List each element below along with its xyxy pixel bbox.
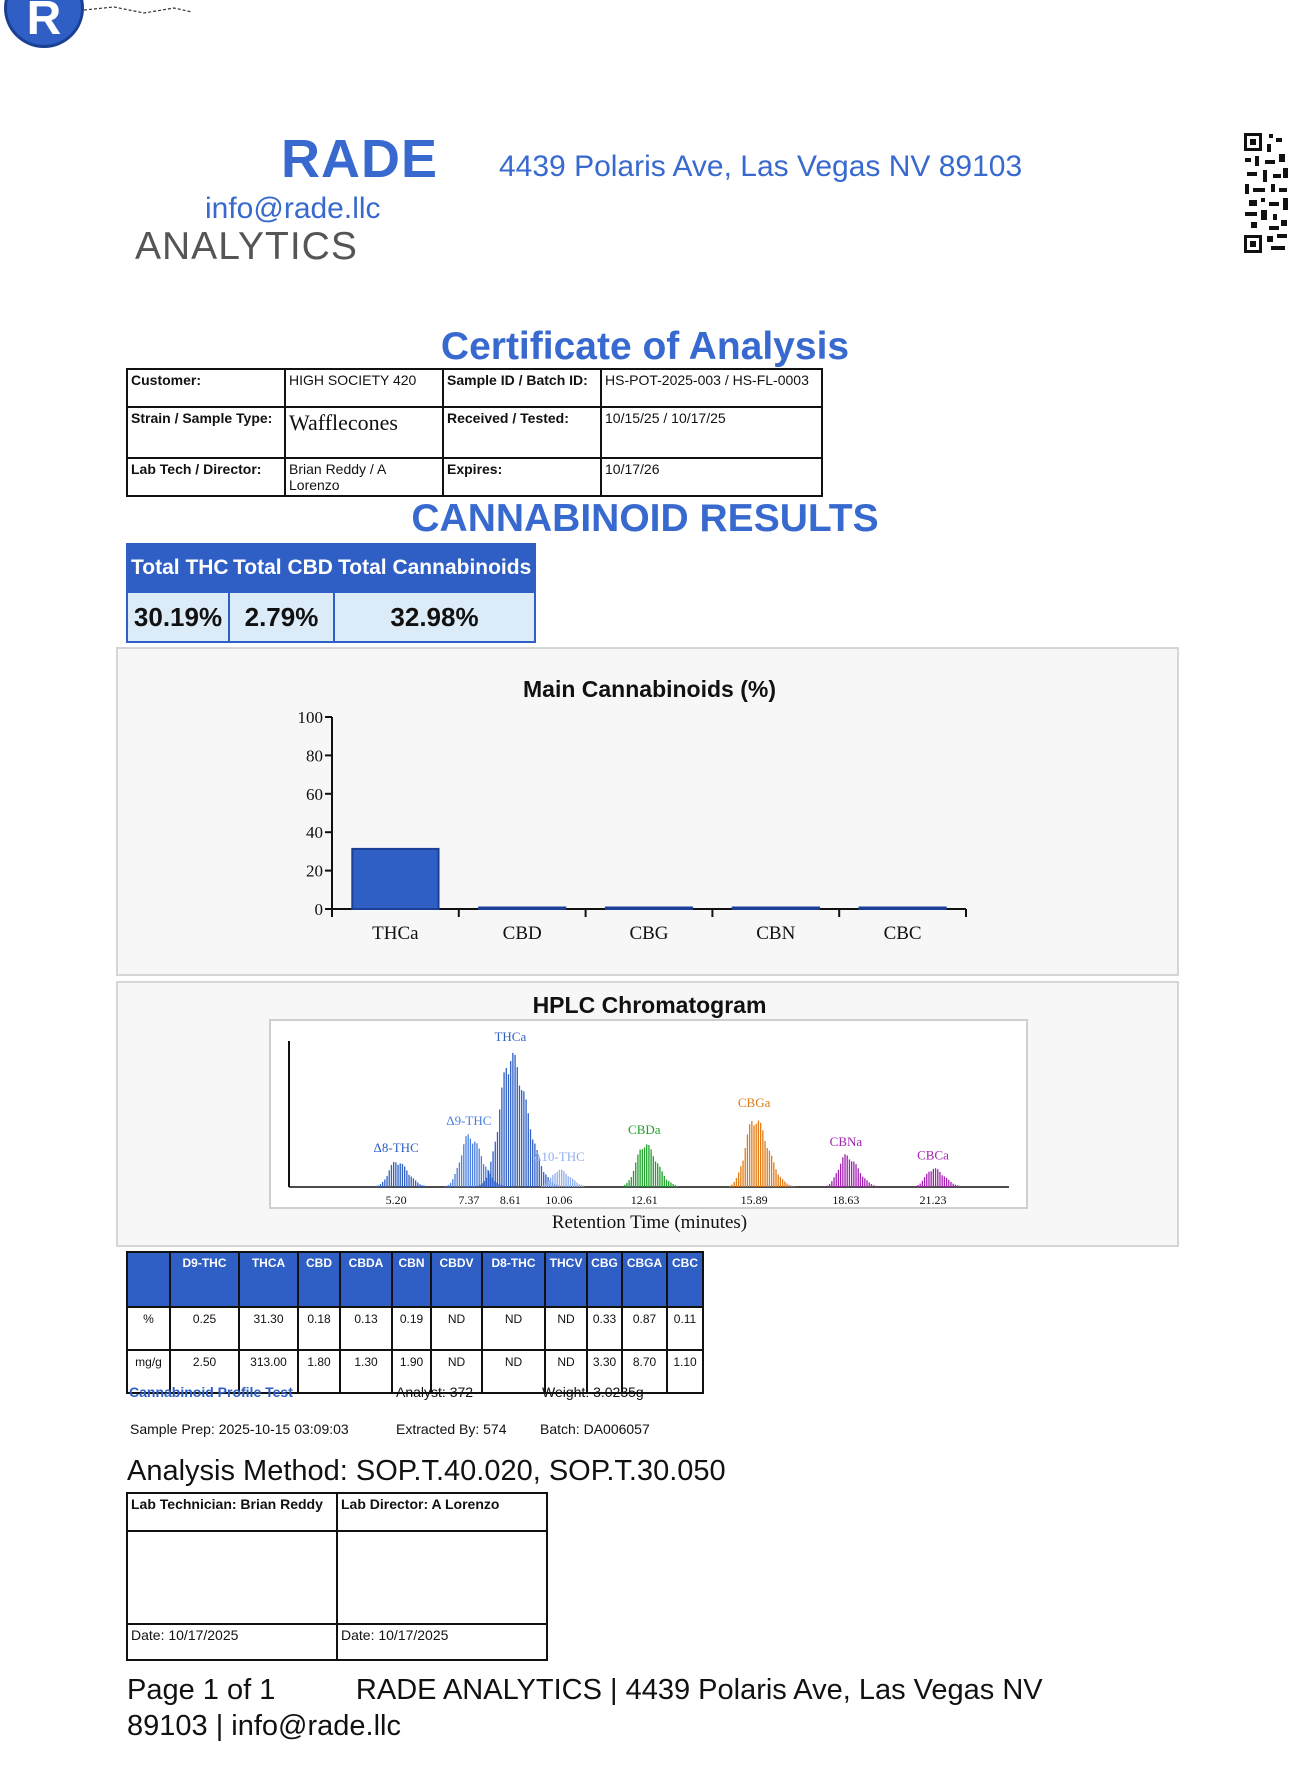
results-cell: 1.10 xyxy=(667,1350,703,1393)
peak-label: Δ8-THC xyxy=(373,1140,419,1155)
results-header-cell: D8-THC xyxy=(482,1252,545,1307)
sample-id-value: HS-POT-2025-003 / HS-FL-0003 xyxy=(601,369,822,407)
main-cannabinoids-panel xyxy=(116,647,1179,976)
brand-subtitle: ANALYTICS xyxy=(135,225,358,268)
strain-label: Strain / Sample Type: xyxy=(127,407,285,458)
results-cell: ND xyxy=(545,1350,587,1393)
results-cell: ND xyxy=(431,1307,482,1350)
retention-tick-label: 18.63 xyxy=(832,1193,860,1207)
director-date: Date: 10/17/2025 xyxy=(337,1624,547,1660)
results-header-cell: CBDV xyxy=(431,1252,482,1307)
total-cbd-label: Total CBD xyxy=(233,556,333,579)
x-tick-label: CBN xyxy=(756,923,796,944)
cannabinoid-results-title: CANNABINOID RESULTS xyxy=(411,497,879,540)
results-cell: mg/g xyxy=(127,1350,170,1393)
results-header-cell: CBN xyxy=(392,1252,431,1307)
results-cell: 1.90 xyxy=(392,1350,431,1393)
qr-code xyxy=(1243,132,1290,254)
y-tick-label: 40 xyxy=(306,823,323,843)
total-thc-label: Total THC xyxy=(131,556,229,579)
sample-info-table xyxy=(126,368,823,497)
results-cell: ND xyxy=(482,1307,545,1350)
results-cell: 8.70 xyxy=(622,1350,667,1393)
retention-tick-label: 15.89 xyxy=(740,1193,768,1207)
lab-technician-label: Lab Technician: Brian Reddy xyxy=(127,1493,337,1531)
results-cell: 0.13 xyxy=(340,1307,392,1350)
peak-label: Δ10-THC xyxy=(533,1149,585,1164)
totals-box xyxy=(126,543,536,643)
retention-tick-label: 12.61 xyxy=(630,1193,658,1207)
header-address: 4439 Polaris Ave, Las Vegas NV 89103 xyxy=(499,150,1023,183)
results-header-cell: CBG xyxy=(587,1252,622,1307)
sample-prep: Sample Prep: 2025-10-15 03:09:03 xyxy=(130,1421,349,1437)
results-cell: 313.00 xyxy=(239,1350,298,1393)
results-cell: ND xyxy=(431,1350,482,1393)
director-signature-box xyxy=(337,1531,547,1624)
retention-tick-label: 7.37 xyxy=(458,1193,480,1207)
total-cannabinoids-value: 32.98% xyxy=(333,591,536,643)
y-tick-label: 100 xyxy=(297,708,323,727)
results-row xyxy=(127,1307,703,1350)
batch: Batch: DA006057 xyxy=(540,1421,650,1437)
results-cell: 0.19 xyxy=(392,1307,431,1350)
bar xyxy=(733,908,819,910)
results-cell: ND xyxy=(545,1307,587,1350)
results-cell: % xyxy=(127,1307,170,1350)
results-cell: 0.25 xyxy=(170,1307,239,1350)
hplc-panel xyxy=(116,981,1179,1247)
technician-date: Date: 10/17/2025 xyxy=(127,1624,337,1660)
chromatogram-chart xyxy=(269,1019,1028,1209)
y-tick-label: 80 xyxy=(306,746,323,766)
expires-label: Expires: xyxy=(443,458,601,496)
customer-value: HIGH SOCIETY 420 xyxy=(285,369,443,407)
weight: Weight: 3.0235g xyxy=(542,1384,644,1400)
retention-tick-label: 10.06 xyxy=(545,1193,573,1207)
bar xyxy=(606,908,692,910)
results-cell: 31.30 xyxy=(239,1307,298,1350)
y-tick-label: 0 xyxy=(314,900,323,919)
header-email[interactable]: info@rade.llc xyxy=(205,192,381,225)
x-tick-label: CBD xyxy=(502,923,542,944)
expires-value: 10/17/26 xyxy=(601,458,822,496)
certificate-title: Certificate of Analysis xyxy=(440,325,850,368)
results-cell: 0.18 xyxy=(298,1307,340,1350)
retention-tick-label: 5.20 xyxy=(385,1193,407,1207)
results-header-cell: D9-THC xyxy=(170,1252,239,1307)
results-cell: 0.87 xyxy=(622,1307,667,1350)
customer-label: Customer: xyxy=(127,369,285,407)
results-header-cell xyxy=(127,1252,170,1307)
results-header-cell: CBC xyxy=(667,1252,703,1307)
page-footer: Page 1 of 1 RADE ANALYTICS | 4439 Polaris Ave, Las Vegas NV 89103 | info@rade.llc xyxy=(127,1674,1051,1742)
results-cell: 1.80 xyxy=(298,1350,340,1393)
peak-label: Δ9-THC xyxy=(446,1113,492,1128)
results-header-cell: CBD xyxy=(298,1252,340,1307)
results-cell: 2.50 xyxy=(170,1350,239,1393)
peak-label: CBNa xyxy=(829,1134,863,1149)
retention-tick-label: 21.23 xyxy=(919,1193,947,1207)
results-header-cell: CBDA xyxy=(340,1252,392,1307)
signature-table xyxy=(126,1492,548,1661)
bar-chart xyxy=(118,649,1177,974)
extracted-by: Extracted By: 574 xyxy=(396,1421,507,1437)
results-header-cell: CBGA xyxy=(622,1252,667,1307)
tech-value: Brian Reddy / A Lorenzo xyxy=(285,458,443,496)
received-label: Received / Tested: xyxy=(443,407,601,458)
strain-value: Wafflecones xyxy=(285,407,443,458)
profile-test-label: Cannabinoid Profile Test xyxy=(129,1384,293,1400)
peak-label: THCa xyxy=(494,1029,527,1044)
total-cbd-value: 2.79% xyxy=(228,591,335,643)
analyst: Analyst: 372 xyxy=(396,1384,474,1400)
x-tick-label: CBC xyxy=(883,923,922,944)
total-cannabinoids-label: Total Cannabinoids xyxy=(338,556,532,579)
bar-chart-title: Main Cannabinoids (%) xyxy=(523,676,776,702)
lab-director-label: Lab Director: A Lorenzo xyxy=(337,1493,547,1531)
total-thc-value: 30.19% xyxy=(126,591,230,643)
results-header-cell: THCV xyxy=(545,1252,587,1307)
results-cell: ND xyxy=(482,1350,545,1393)
results-cell: 0.11 xyxy=(667,1307,703,1350)
brand-name: RADE xyxy=(281,129,439,189)
y-tick-label: 20 xyxy=(306,861,323,881)
peak-label: CBCa xyxy=(917,1147,949,1163)
analysis-method: Analysis Method: SOP.T.40.020, SOP.T.30.050 xyxy=(127,1455,726,1487)
bar xyxy=(859,908,945,910)
logo: R xyxy=(4,0,84,48)
x-tick-label: THCa xyxy=(372,923,419,944)
x-tick-label: CBG xyxy=(629,923,669,944)
received-value: 10/15/25 / 10/17/25 xyxy=(601,407,822,458)
peak-label: CBDa xyxy=(628,1122,661,1137)
sample-id-label: Sample ID / Batch ID: xyxy=(443,369,601,407)
technician-signature-box xyxy=(127,1531,337,1624)
tech-label: Lab Tech / Director: xyxy=(127,458,285,496)
retention-tick-label: 8.61 xyxy=(499,1193,521,1207)
bar xyxy=(352,849,438,909)
peak-label: CBGa xyxy=(737,1095,771,1110)
results-cell: 1.30 xyxy=(340,1350,392,1393)
results-header-row xyxy=(127,1252,703,1307)
logo-scribble xyxy=(84,4,194,18)
bar xyxy=(479,908,565,910)
chromatogram-title: HPLC Chromatogram xyxy=(532,992,767,1018)
results-header-cell: THCA xyxy=(239,1252,298,1307)
chromatogram-xlabel: Retention Time (minutes) xyxy=(551,1212,748,1233)
results-cell: 3.30 xyxy=(587,1350,622,1393)
y-tick-label: 60 xyxy=(306,784,323,804)
totals-header xyxy=(126,543,536,591)
results-table xyxy=(126,1251,704,1394)
results-cell: 0.33 xyxy=(587,1307,622,1350)
